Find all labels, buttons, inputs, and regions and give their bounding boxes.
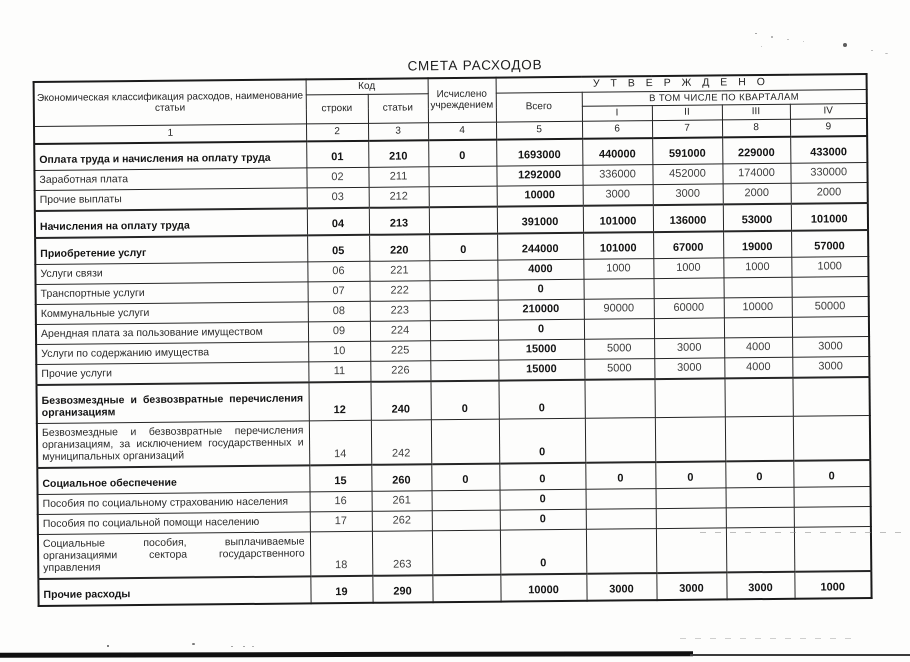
row-quarter-1: 336000: [582, 164, 652, 185]
header-quarters-group: В ТОМ ЧИСЛЕ ПО КВАРТАЛАМ: [582, 89, 867, 106]
row-quarter-2: 3000: [653, 183, 723, 204]
row-calculated: [429, 260, 497, 281]
row-calculated: [432, 530, 500, 575]
row-quarter-3: [726, 487, 794, 508]
row-line-code: 07: [308, 281, 370, 302]
scan-noise-streak: [753, 30, 895, 60]
row-calculated: [430, 340, 498, 361]
row-quarter-1: [584, 278, 654, 299]
scan-noise-dot: [231, 646, 233, 647]
row-quarter-3: 1000: [723, 257, 791, 278]
row-article-code: 212: [369, 186, 429, 207]
row-total: 0: [498, 319, 584, 340]
row-quarter-1: 90000: [584, 298, 654, 319]
header-quarter-4: IV: [790, 104, 867, 119]
row-calculated: [428, 166, 496, 187]
row-line-code: 11: [308, 361, 370, 382]
row-total: 0: [498, 379, 584, 418]
row-article-code: 240: [370, 381, 430, 420]
row-name: Безвозмездные и безвозвратные перечисления организациям: [36, 382, 308, 423]
row-quarter-1: 5000: [584, 358, 654, 379]
row-quarter-2: 3000: [654, 337, 724, 358]
row-total: 1292000: [496, 165, 582, 186]
row-quarter-4: 50000: [792, 296, 869, 317]
row-line-code: 02: [306, 167, 368, 188]
row-total: 10000: [500, 573, 586, 601]
row-calculated: [429, 206, 497, 234]
row-name: Социальные пособия, выплачиваемые организациями сектора государственного управления: [38, 531, 310, 578]
row-quarter-2: [656, 487, 726, 508]
row-calculated: [432, 490, 500, 511]
row-line-code: 08: [308, 301, 370, 322]
row-total: 0: [500, 509, 586, 530]
row-quarter-2: 0: [655, 461, 725, 488]
row-article-code: 221: [369, 260, 429, 281]
header-quarter-2: II: [652, 105, 722, 120]
expense-estimate-table: [33, 73, 873, 606]
row-article-code: 261: [372, 490, 432, 511]
row-quarter-2: [654, 277, 724, 298]
row-name: Социальное обеспечение: [37, 465, 309, 494]
row-quarter-4: 57000: [791, 230, 868, 257]
row-line-code: 14: [309, 420, 371, 465]
row-total: 10000: [497, 185, 583, 206]
row-quarter-3: 4000: [724, 357, 792, 378]
row-name: Начисления на оплату труда: [35, 208, 307, 238]
scan-noise-dot: [107, 645, 109, 647]
row-calculated: [432, 574, 500, 602]
row-total: 1693000: [496, 138, 582, 165]
row-calculated: [431, 419, 499, 464]
row-name: Пособия по социальному страхованию населения: [38, 491, 310, 514]
row-name: Прочие выплаты: [35, 187, 307, 210]
col-number: 6: [582, 120, 652, 138]
row-quarter-2: 452000: [652, 163, 722, 184]
row-article-code: 223: [370, 300, 430, 321]
row-quarter-2: [656, 507, 726, 528]
row-article-code: 222: [370, 280, 430, 301]
row-total: 4000: [497, 259, 583, 280]
row-quarter-4: [792, 377, 869, 416]
row-quarter-3: 19000: [723, 230, 791, 257]
row-quarter-3: [725, 416, 793, 461]
row-quarter-1: [586, 508, 656, 529]
row-quarter-3: 2000: [723, 183, 791, 204]
row-quarter-3: [724, 277, 792, 298]
table-row: [38, 526, 871, 578]
row-calculated: [430, 320, 498, 341]
scan-noise-dot: [243, 646, 245, 647]
row-quarter-2: [654, 378, 724, 417]
col-number: 8: [722, 119, 790, 137]
row-quarter-4: [794, 486, 871, 507]
row-total: 0: [500, 529, 586, 574]
row-quarter-1: [586, 528, 656, 573]
row-line-code: 09: [308, 321, 370, 342]
row-quarter-1: 0: [585, 462, 655, 489]
header-code-row: строки: [306, 94, 368, 124]
row-calculated: [430, 300, 498, 321]
row-line-code: 05: [307, 234, 369, 261]
row-article-code: 242: [371, 419, 431, 464]
row-line-code: 10: [308, 341, 370, 362]
row-calculated: [432, 510, 500, 531]
row-quarter-4: [792, 316, 869, 337]
row-quarter-3: 4000: [724, 337, 792, 358]
row-quarter-2: 3000: [654, 357, 724, 378]
col-number: 4: [428, 122, 496, 140]
row-name: Безвозмездные и безвозвратные перечисления организациям, за исключением государственных и муниципальных организаций: [37, 420, 309, 467]
row-article-code: 290: [372, 575, 432, 603]
row-total: 15000: [498, 339, 584, 360]
row-article-code: 224: [370, 320, 430, 341]
row-quarter-1: 3000: [586, 573, 656, 601]
col-number: 3: [368, 122, 428, 140]
row-calculated: 0: [430, 380, 498, 419]
row-article-code: 225: [370, 340, 430, 361]
header-calculated: Исчислено учреждением: [428, 78, 496, 123]
row-quarter-3: [724, 317, 792, 338]
row-quarter-4: 0: [793, 460, 870, 487]
header-code-article: статьи: [368, 93, 428, 123]
row-quarter-1: 440000: [582, 138, 652, 165]
row-quarter-3: 229000: [722, 136, 790, 163]
row-quarter-1: [586, 488, 656, 509]
row-quarter-1: [584, 379, 654, 418]
row-quarter-4: [794, 506, 871, 527]
row-article-code: 210: [368, 140, 428, 167]
row-quarter-2: 1000: [653, 257, 723, 278]
row-article-code: 262: [372, 510, 432, 531]
row-quarter-2: 60000: [654, 297, 724, 318]
row-quarter-2: 591000: [652, 137, 722, 164]
row-name: Приобретение услуг: [35, 235, 307, 264]
row-quarter-2: 3000: [656, 572, 726, 600]
row-calculated: [430, 280, 498, 301]
col-number: 2: [306, 123, 368, 141]
row-article-code: 211: [368, 166, 428, 187]
header-code-group: Код: [306, 78, 428, 94]
row-article-code: 213: [369, 207, 429, 235]
header-quarter-3: III: [722, 104, 790, 119]
row-article-code: 260: [371, 464, 431, 491]
col-number: 5: [496, 121, 582, 139]
row-total: 210000: [498, 299, 584, 320]
row-quarter-1: [584, 318, 654, 339]
header-total: Всего: [496, 92, 582, 122]
row-quarter-3: 0: [725, 460, 793, 487]
header-quarter-1: I: [582, 106, 652, 121]
row-quarter-3: [726, 527, 794, 572]
row-quarter-4: 433000: [790, 136, 867, 163]
row-article-code: 263: [372, 530, 432, 575]
row-name: Услуги по содержанию имущества: [36, 341, 308, 364]
row-quarter-2: [655, 416, 725, 461]
row-quarter-1: [585, 417, 655, 462]
row-quarter-4: 2000: [791, 182, 868, 203]
row-total: 0: [500, 489, 586, 510]
row-quarter-2: 67000: [653, 231, 723, 258]
row-quarter-3: [726, 507, 794, 528]
row-quarter-4: 101000: [791, 203, 868, 231]
row-line-code: 03: [307, 187, 369, 208]
row-quarter-4: 3000: [792, 356, 869, 377]
row-name: Пособия по социальной помощи населению: [38, 511, 310, 534]
row-name: Прочие услуги: [36, 361, 308, 384]
row-quarter-1: 1000: [583, 258, 653, 279]
table-row: [37, 415, 870, 467]
row-quarter-3: 10000: [724, 297, 792, 318]
row-calculated: 0: [428, 139, 496, 166]
table-body: [34, 136, 871, 606]
row-quarter-4: 3000: [792, 336, 869, 357]
scan-noise-dot: [192, 643, 195, 645]
scanner-edge-bar-thin: [690, 654, 910, 656]
row-total: 15000: [498, 359, 584, 380]
row-total: 0: [498, 279, 584, 300]
row-name: Коммунальные услуги: [36, 301, 308, 324]
row-line-code: 04: [307, 207, 369, 235]
row-quarter-4: [793, 415, 870, 460]
row-quarter-4: [792, 276, 869, 297]
row-quarter-2: [654, 317, 724, 338]
row-quarter-2: 136000: [653, 204, 723, 232]
row-name: Транспортные услуги: [36, 281, 308, 304]
row-name: Услуги связи: [35, 261, 307, 284]
row-line-code: 12: [308, 381, 370, 420]
col-number: 9: [790, 118, 867, 136]
row-line-code: 01: [306, 140, 368, 167]
row-total: 0: [499, 418, 585, 463]
row-article-code: 226: [370, 360, 430, 381]
row-calculated: 0: [429, 233, 497, 260]
row-total: 0: [499, 462, 585, 489]
header-approved: У Т В Е Р Ж Д Е Н О: [496, 74, 867, 93]
row-name: Прочие расходы: [38, 576, 310, 606]
row-line-code: 15: [309, 464, 371, 491]
scan-noise-dot: [252, 646, 254, 647]
row-calculated: 0: [431, 463, 499, 490]
row-name: Заработная плата: [34, 167, 306, 190]
row-name: Арендная плата за пользование имуществом: [36, 321, 308, 344]
table-header: [34, 74, 868, 143]
row-quarter-3: 174000: [722, 163, 790, 184]
col-number: 7: [652, 119, 722, 137]
row-quarter-2: [656, 527, 726, 572]
header-classification: Экономическая классификация расходов, наименование статьи: [34, 79, 306, 126]
scan-noise-dashes-right: [700, 532, 906, 533]
row-line-code: 18: [310, 531, 372, 576]
row-quarter-1: 101000: [583, 205, 653, 233]
row-quarter-3: 53000: [723, 203, 791, 231]
col-number: 1: [34, 123, 306, 143]
row-quarter-1: 3000: [583, 184, 653, 205]
row-line-code: 06: [307, 261, 369, 282]
row-quarter-4: 1000: [791, 256, 868, 277]
row-line-code: 16: [310, 491, 372, 512]
row-calculated: [430, 360, 498, 381]
row-article-code: 220: [369, 234, 429, 261]
page-title: СМЕТА РАСХОДОВ: [407, 57, 543, 74]
row-total: 244000: [497, 232, 583, 259]
row-quarter-4: 1000: [794, 571, 871, 599]
row-quarter-4: 330000: [790, 162, 867, 183]
scan-noise-dashes-bottom: [680, 638, 856, 639]
row-quarter-3: 3000: [726, 571, 794, 599]
row-line-code: 19: [310, 575, 372, 603]
row-line-code: 17: [310, 511, 372, 532]
row-name: Оплата труда и начисления на оплату труда: [34, 141, 306, 170]
row-quarter-1: 101000: [583, 232, 653, 259]
row-total: 391000: [497, 205, 583, 233]
row-quarter-3: [724, 377, 792, 416]
row-calculated: [429, 186, 497, 207]
row-quarter-1: 5000: [584, 338, 654, 359]
